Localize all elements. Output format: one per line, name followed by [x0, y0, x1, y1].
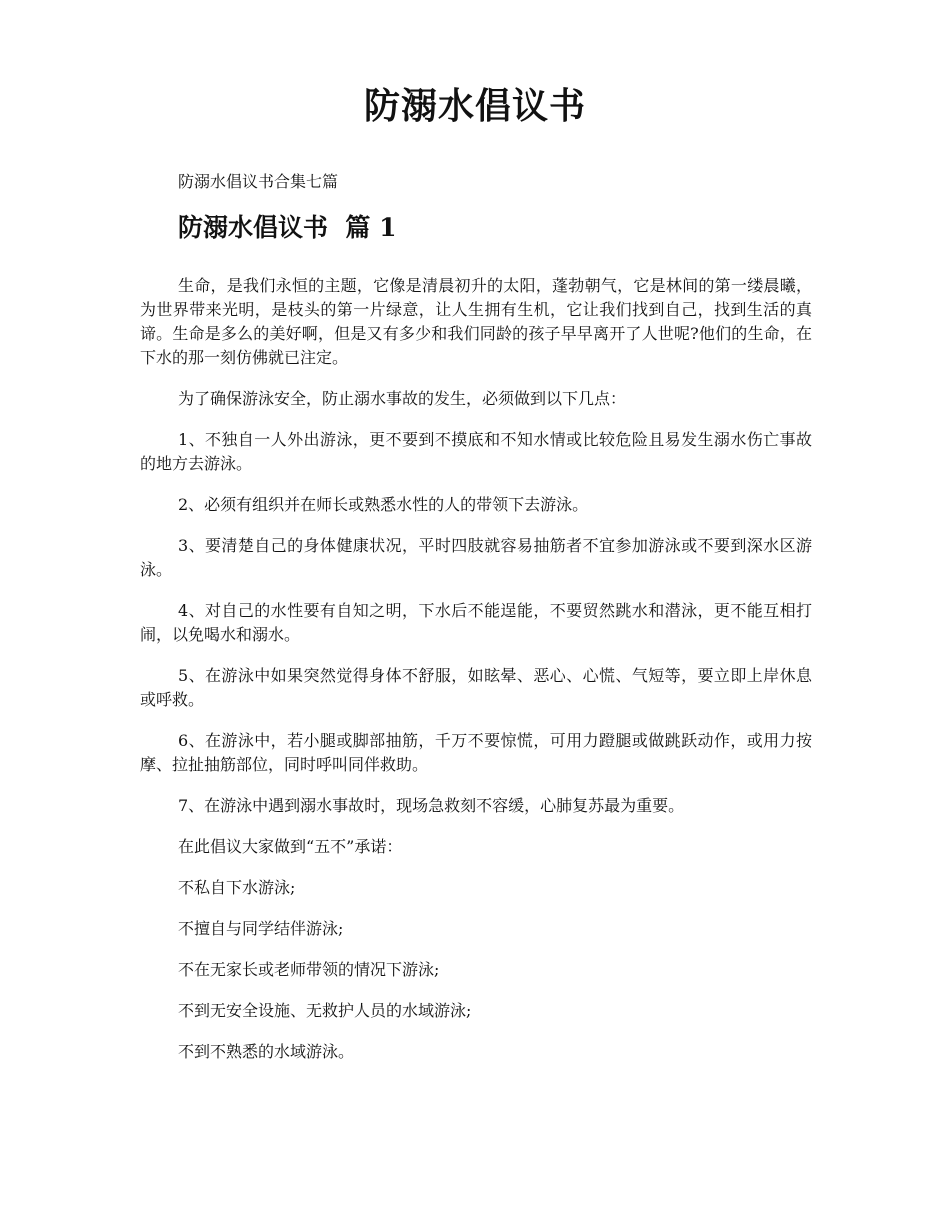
pledge-item-5: 不到不熟悉的水域游泳。	[178, 1042, 355, 1061]
document-body	[140, 274, 812, 1081]
safety-lead-paragraph: 为了确保游泳安全，防止溺水事故的发生，必须做到以下几点：	[178, 389, 627, 408]
rule-item-7: 7、在游泳中遇到溺水事故时，现场急救刻不容缓，心肺复苏最为重要。	[178, 796, 685, 815]
rule-item-5: 5、在游泳中如果突然觉得身体不舒服，如眩晕、恶心、心慌、气短等，要立即上岸休息或呼救。	[140, 666, 812, 709]
rule-item-1: 1、不独自一人外出游泳，更不要到不摸底和不知水情或比较危险且易发生溺水伤亡事故的地方去游泳。	[140, 430, 812, 473]
pledge-lead-paragraph: 在此倡议大家做到“五不”承诺：	[178, 837, 403, 856]
section-heading: 防溺水倡议书 篇 1	[178, 213, 397, 242]
pledge-item-3: 不在无家长或老师带领的情况下游泳;	[178, 960, 440, 979]
rule-item-6: 6、在游泳中，若小腿或脚部抽筋，千万不要惊慌，可用力蹬腿或做跳跃动作，或用力按摩、拉扯抽筋部位，同时呼叫同伴救助。	[140, 731, 812, 774]
intro-paragraph: 生命，是我们永恒的主题，它像是清晨初升的太阳，蓬勃朝气，它是林间的第一缕晨曦，为世界带来光明，是枝头的第一片绿意，让人生拥有生机，它让我们找到自己，找到生活的真谛。生命是多么的美好啊，但是又有多少和我们同龄的孩子早早离开了人世呢?他们的生命，在下水的那一刻仿佛就已注定。	[140, 276, 812, 367]
rule-item-2: 2、必须有组织并在师长或熟悉水性的人的带领下去游泳。	[178, 495, 589, 514]
pledge-item-4: 不到无安全设施、无救护人员的水域游泳;	[178, 1001, 472, 1020]
document-subtitle: 防溺水倡议书合集七篇	[178, 172, 339, 191]
rule-item-3: 3、要清楚自己的身体健康状况，平时四肢就容易抽筋者不宜参加游泳或不要到深水区游泳。	[140, 536, 812, 579]
rule-item-4: 4、对自己的水性要有自知之明，下水后不能逞能，不要贸然跳水和潜泳，更不能互相打闹，以免喝水和溺水。	[140, 601, 812, 644]
pledge-item-2: 不擅自与同学结伴游泳;	[178, 919, 344, 938]
pledge-item-1: 不私自下水游泳;	[178, 878, 296, 897]
document-title: 防溺水倡议书	[363, 85, 586, 127]
